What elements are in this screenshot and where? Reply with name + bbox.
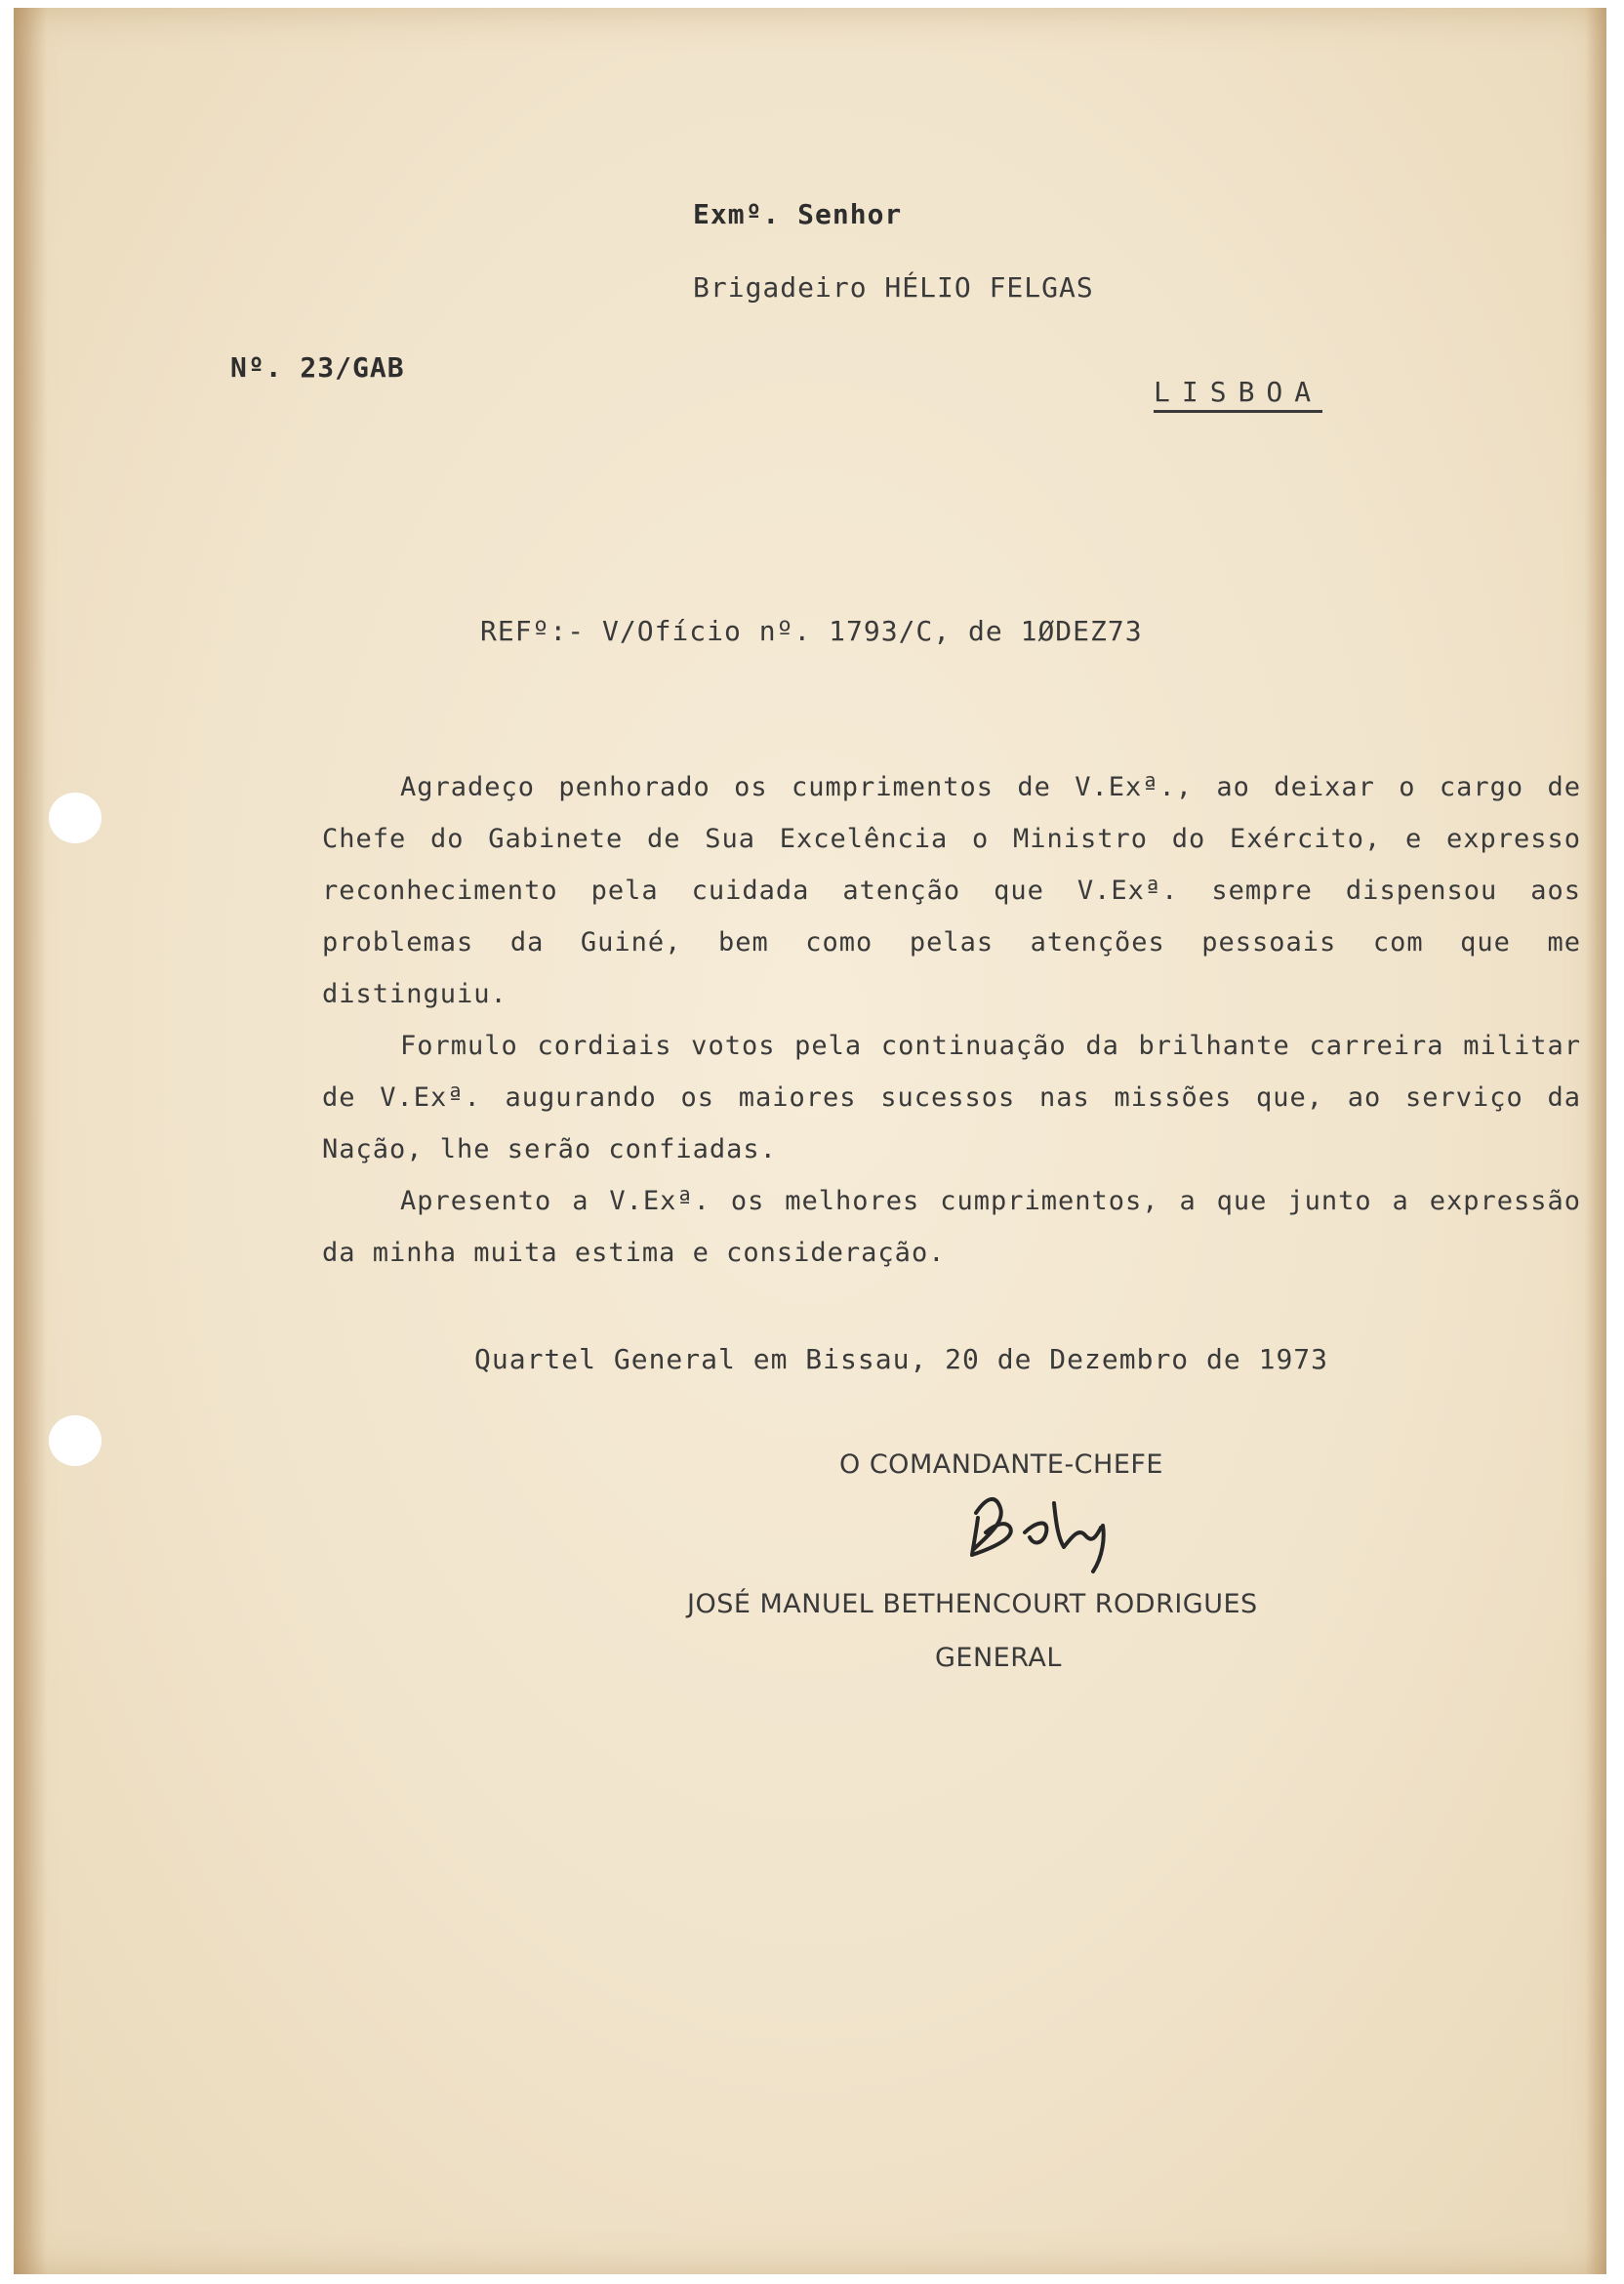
paragraph: Apresento a V.Exª. os melhores cumprimentos, a que junto a expressão da minha muita estima e consideração. (322, 1186, 1581, 1268)
signatory-rank: GENERAL (935, 1643, 1062, 1673)
reference-number: Nº. 23/GAB (230, 351, 405, 384)
salutation: Exmº. Senhor (693, 198, 903, 230)
recipient: Brigadeiro HÉLIO FELGAS (693, 271, 1094, 304)
paragraph: Formulo cordiais votos pela continuação da brilhante carreira militar de V.Exª. augurando os maiores sucessos nas missões que, ao serviço da Nação, lhe serão confiadas. (322, 1031, 1581, 1164)
destination-city: LISBOA (1154, 376, 1322, 413)
handwritten-signature (956, 1479, 1152, 1576)
left-edge-stain (14, 8, 47, 2274)
punch-hole-bottom (49, 1415, 102, 1466)
place-and-date: Quartel General em Bissau, 20 de Dezembro de 1973 (474, 1343, 1329, 1375)
right-edge-stain (1585, 8, 1606, 2274)
punch-hole-top (49, 793, 102, 843)
reference-line: REFº:- V/Ofício nº. 1793/C, de 1ØDEZ73 (480, 615, 1143, 647)
letter-body (322, 761, 1581, 1279)
closing-title: O COMANDANTE-CHEFE (839, 1449, 1163, 1480)
paragraph: Agradeço penhorado os cumprimentos de V.Exª., ao deixar o cargo de Chefe do Gabinete de Sua Excelência o Ministro do Exército, e expresso reconhecimento pela cuidada atenção que V.Exª. sempre dispensou aos problemas da Guiné, bem como pelas atenções pessoais com que me distinguiu. (322, 772, 1581, 1009)
signatory-name: JOSÉ MANUEL BETHENCOURT RODRIGUES (687, 1589, 1258, 1619)
